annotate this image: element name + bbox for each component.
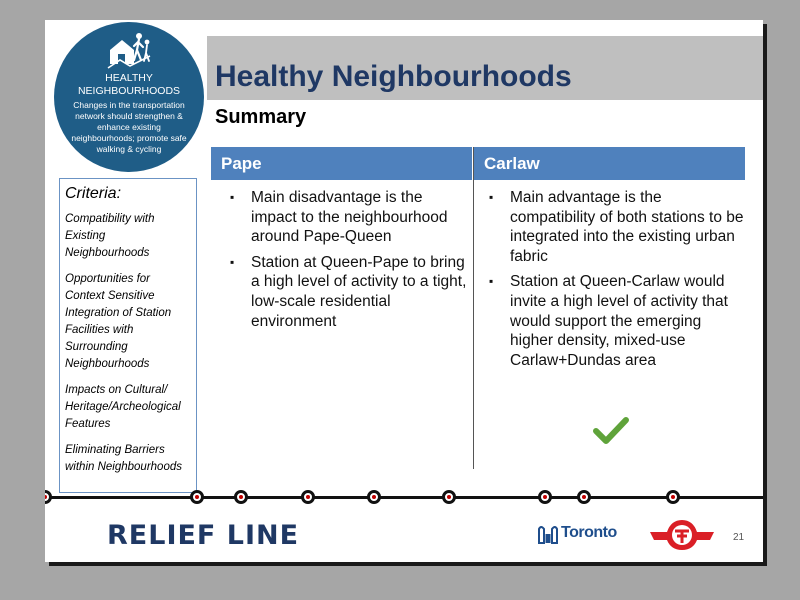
station-stop — [577, 490, 591, 504]
ttc-logo-icon — [649, 516, 715, 552]
toronto-logo-text: Toronto — [561, 524, 617, 541]
station-stop — [45, 490, 52, 504]
title-bar — [207, 36, 763, 100]
healthy-neighbourhoods-badge — [54, 22, 204, 172]
badge-title: HEALTHY NEIGHBOURHOODS — [77, 72, 181, 97]
slide — [45, 20, 763, 562]
bullet-item: ▪ Station at Queen-Carlaw would invite a high level of activity that would support the emerging higher density, mixed-use Carlaw+Dundas area — [487, 272, 745, 370]
section-subtitle: Summary — [215, 106, 307, 128]
bullet-item: ▪ Main advantage is the compatibility of both stations to be integrated into the existing urban fabric — [487, 188, 745, 266]
bullet-item: ▪ Main disadvantage is the impact to the neighbourhood around Pape-Queen — [228, 188, 468, 247]
criteria-heading: Criteria: — [65, 185, 122, 202]
carlaw-bullets — [487, 188, 745, 376]
criteria-item: Opportunities for Context Sensitive Integration of Station Facilities with Surrounding Neighbourhoods — [65, 273, 172, 370]
bullet-item: ▪ Station at Queen-Pape to bring a high level of activity to a tight, low-scale residential environment — [228, 253, 468, 331]
toronto-logo — [537, 522, 629, 546]
checkmark-icon — [593, 416, 629, 446]
station-stop — [234, 490, 248, 504]
page-title: Healthy Neighbourhoods — [215, 60, 572, 93]
page-number: 21 — [733, 532, 745, 543]
criteria-item: Eliminating Barriers within Neighbourhoods — [65, 444, 182, 473]
pape-bullets — [228, 188, 468, 337]
column-header-pape: Pape — [211, 147, 472, 180]
column-divider — [473, 147, 474, 469]
subway-line — [45, 496, 763, 499]
criteria-item: Compatibility with Existing Neighbourhoods — [65, 213, 155, 259]
criteria-box — [59, 178, 197, 493]
station-stop — [442, 490, 456, 504]
city-hall-icon — [537, 524, 559, 544]
station-stop — [301, 490, 315, 504]
pedestrians-house-icon — [106, 30, 152, 70]
relief-line-logo: RELIEF LINE — [107, 520, 300, 551]
station-stop — [666, 490, 680, 504]
badge-description: Changes in the transportation network should strengthen & enhance existing neighbourhoods; promote safe walking & cycling — [71, 100, 187, 154]
station-stop — [538, 490, 552, 504]
criteria-item: Impacts on Cultural/ Heritage/Archeological Features — [65, 384, 181, 430]
station-stop — [367, 490, 381, 504]
station-stop — [190, 490, 204, 504]
column-header-carlaw: Carlaw — [474, 147, 745, 180]
